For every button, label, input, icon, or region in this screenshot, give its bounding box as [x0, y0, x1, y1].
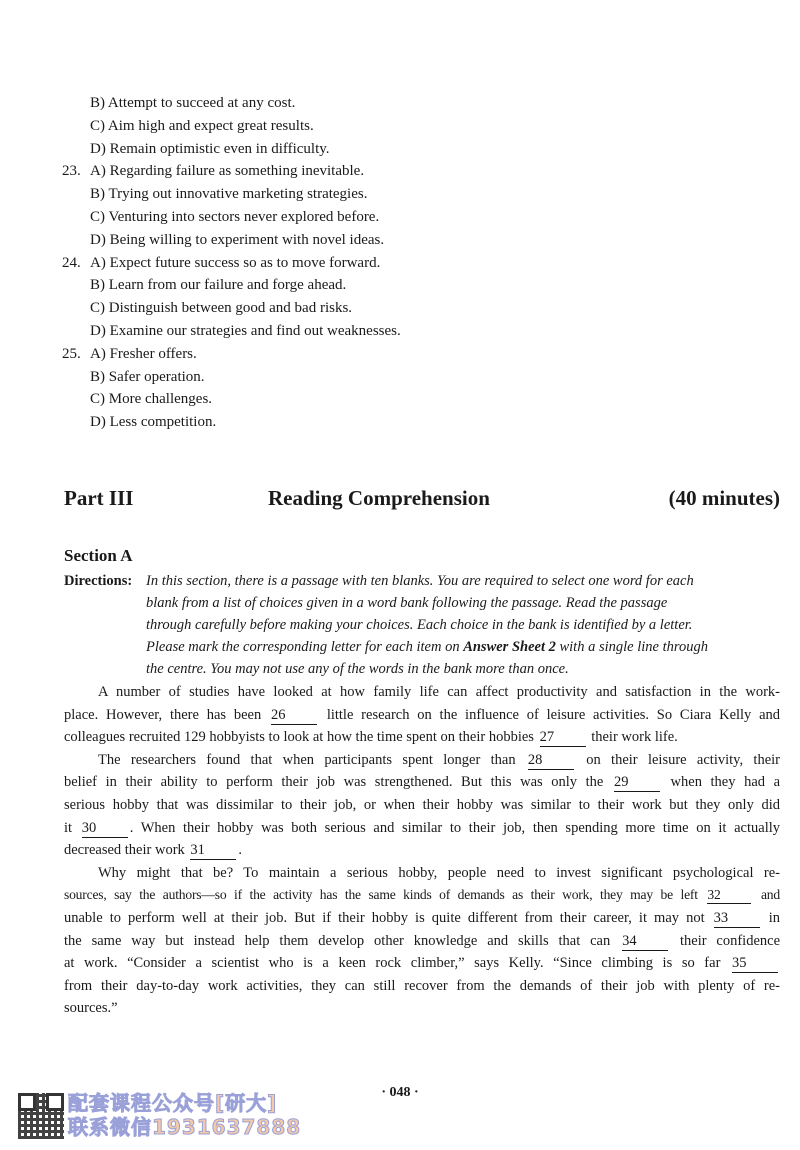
passage-line: unable to perform well at their job. But if their hobby is quite different from their career, it may not 33 in	[64, 909, 781, 926]
section-title: Section A	[64, 546, 133, 565]
blank-31[interactable]: 31	[190, 842, 236, 860]
option-text: C) More challenges.	[90, 391, 213, 408]
passage-line: it 30 . When their hobby was both serious and similar to their job, then spending more time on it actually	[64, 819, 780, 836]
option-line	[62, 411, 762, 434]
question-number: 23.	[62, 163, 81, 180]
part-heading	[64, 483, 780, 513]
directions-line: through carefully before making your choices. Each choice in the bank is identified by a letter.	[146, 617, 693, 633]
blank-34[interactable]: 34	[622, 933, 668, 951]
option-line	[62, 366, 762, 389]
option-line	[62, 183, 762, 206]
directions-line: the centre. You may not use any of the words in the bank more than once.	[146, 661, 569, 677]
option-text: D) Examine our strategies and find out weaknesses.	[90, 322, 401, 339]
passage-line: at work. “Consider a scientist who is a keen rock climber,” says Kelly. “Since climbing is so far 35	[64, 952, 780, 975]
passage-line: place. However, there has been 26 little research on the influence of leisure activities. So Ciara Kelly and	[64, 706, 781, 723]
option-text: B) Learn from our failure and forge ahead.	[90, 277, 347, 294]
passage-line: belief in their ability to perform their job was strengthened. But this was only the 29 when they had a	[64, 774, 781, 791]
option-line	[62, 274, 762, 297]
option-text: B) Trying out innovative marketing strategies.	[90, 186, 368, 203]
page-number: · 048 ·	[381, 1085, 419, 1100]
directions-line: blank from a list of choices given in a word bank following the passage. Read the passage	[146, 595, 668, 611]
blank-27[interactable]: 27	[540, 729, 586, 747]
blank-28[interactable]: 28	[528, 752, 574, 770]
option-line	[62, 252, 762, 275]
part-title: Reading Comprehension	[268, 486, 490, 510]
passage-line: The researchers found that when participants spent longer than 28 on their leisure activity, their	[98, 751, 780, 768]
passage-line: sources.”	[64, 1000, 118, 1017]
question-number: 24.	[62, 254, 81, 271]
option-line	[62, 320, 762, 343]
option-line	[62, 388, 762, 411]
passage	[64, 681, 780, 1020]
passage-line: A number of studies have looked at how family life can affect productivity and satisfaction in the work-	[98, 684, 780, 700]
option-text: D) Less competition.	[90, 414, 217, 431]
passage-line: the same way but instead help them develop other knowledge and skills that can 34 their confidence	[64, 932, 781, 949]
option-line	[62, 343, 762, 366]
option-text: A) Regarding failure as something inevitable.	[90, 163, 365, 180]
passage-line: from their day-to-day work activities, they can still recover from the demands of their job with plenty of re-	[64, 977, 780, 994]
watermark-line: 联系微信1931637888	[68, 1115, 302, 1139]
option-line	[62, 206, 762, 229]
option-text: D) Remain optimistic even in difficulty.	[90, 140, 330, 157]
blank-35[interactable]: 35	[732, 955, 778, 973]
option-text: C) Distinguish between good and bad risks.	[90, 300, 353, 317]
passage-line: sources, say the authors—so if the activity has the same kinds of demands as their work, they may be left 32 and	[64, 887, 780, 903]
option-line	[62, 160, 762, 183]
answer-options	[62, 92, 762, 434]
option-text: A) Expect future success so as to move forward.	[90, 254, 381, 271]
blank-33[interactable]: 33	[714, 910, 760, 928]
option-text: C) Venturing into sectors never explored before.	[90, 208, 380, 225]
directions	[64, 570, 780, 680]
option-text: D) Being willing to experiment with novel ideas.	[90, 231, 385, 248]
option-text: C) Aim high and expect great results.	[90, 117, 314, 134]
option-line	[62, 229, 762, 252]
option-line	[62, 92, 762, 115]
blank-29[interactable]: 29	[614, 774, 660, 792]
part-label: Part III	[64, 486, 134, 510]
blank-32[interactable]: 32	[707, 886, 751, 904]
option-line	[62, 138, 762, 161]
directions-line: In this section, there is a passage with ten blanks. You are required to select one word for each	[146, 573, 694, 589]
question-number: 25.	[62, 345, 81, 362]
directions-line: Please mark the corresponding letter for each item on Answer Sheet 2 with a single line through	[146, 639, 708, 655]
directions-label: Directions:	[64, 573, 133, 589]
option-line	[62, 115, 762, 138]
answer-sheet-ref: Answer Sheet 2	[463, 639, 556, 655]
part-time: (40 minutes)	[668, 486, 780, 510]
blank-30[interactable]: 30	[82, 820, 128, 838]
watermark	[18, 1093, 318, 1143]
option-line	[62, 297, 762, 320]
passage-line: Why might that be? To maintain a serious hobby, people need to invest significant psychological re-	[98, 864, 780, 881]
watermark-line: 配套课程公众号[研大]	[68, 1091, 278, 1115]
blank-26[interactable]: 26	[271, 707, 317, 725]
qr-code-icon	[18, 1093, 64, 1139]
option-text: B) Safer operation.	[90, 368, 205, 385]
option-text: A) Fresher offers.	[90, 345, 197, 362]
passage-line: decreased their work 31 .	[64, 842, 243, 859]
passage-line: serious hobby that was dissimilar to their job, or when their hobby was similar to their work but they only did	[64, 796, 780, 813]
option-text: B) Attempt to succeed at any cost.	[90, 95, 296, 111]
passage-line: colleagues recruited 129 hobbyists to look at how the time spent on their hobbies 27 their work life.	[64, 729, 678, 746]
